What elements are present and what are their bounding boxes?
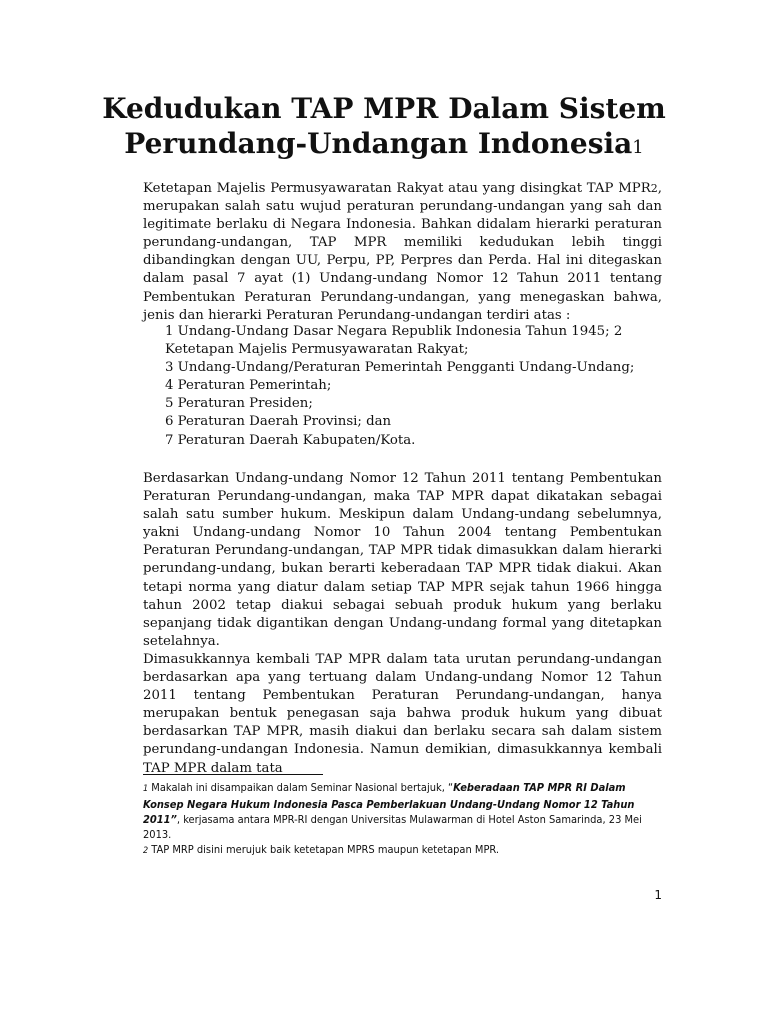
list-item: 5 Peraturan Presiden; (165, 396, 313, 412)
document-title-line1: Kedudukan TAP MPR Dalam Sistem (102, 92, 666, 125)
paragraph-1 (143, 180, 662, 325)
list-item: Ketetapan Majelis Permusyawaratan Rakyat; (165, 342, 469, 358)
paragraph-3: Dimasukkannya kembali TAP MPR dalam tata urutan perundang-undangan berdasarkan apa yang tertuang dalam Undang-undang Nomor 12 Tahun 2011 tentang Pembentukan Peraturan Perundang-undangan, hanya merupakan bentuk penegasan saja bahwa produk hukum yang dibuat berdasarkan TAP MPR, masih diakui dan berlaku secara sah dalam sistem perundang-undangan Indonesia. Namun demikian, dimasukkannya kembali TAP MPR dalam tata (143, 652, 662, 776)
footnote-divider (143, 774, 323, 775)
footnote-2-mark: 2 (143, 846, 149, 856)
list-item: 4 Peraturan Pemerintah; (165, 378, 332, 394)
paragraph-2: Berdasarkan Undang-undang Nomor 12 Tahun 2011 tentang Pembentukan Peraturan Perundang-undangan, maka TAP MPR dapat dikatakan sebagai salah satu sumber hukum. Meskipun dalam Undang-undang sebelumnya, yakni Undang-undang Nomor 10 Tahun 2004 tentang Pembentukan Peraturan Perundang-undangan, TAP MPR tidak dimasukkan dalam hierarki perundang-undang, bukan berarti keberadaan TAP MPR tidak diakui. Akan tetapi norma yang diatur dalam setiap TAP MPR sejak tahun 1966 hingga tahun 2002 tetap diakui sebagai sebuah produk hukum yang berlaku sepanjang tidak digantikan dengan Undang-undang formal yang ditetapkan setelahnya. (143, 471, 662, 649)
title-footnote-mark[interactable]: 1 (632, 137, 644, 158)
footnote-1 (143, 780, 665, 842)
hierarchy-list (165, 323, 665, 450)
title-text: Perundang-Undangan Indonesia (124, 127, 633, 160)
footnote-1-emphasis: Keberadaan TAP MPR RI Dalam Konsep Negara Hukum Indonesia Pasca Pemberlakuan Undang-Undang Nomor 12 Tahun 2011” (143, 781, 635, 826)
list-item: 3 Undang-Undang/Peraturan Pemerintah Pengganti Undang-Undang; (165, 360, 635, 376)
list-item: 1 Undang-Undang Dasar Negara Republik Indonesia Tahun 1945; 2 (165, 324, 623, 339)
paragraph-1-part2: , merupakan salah satu wujud peraturan perundang-undangan yang sah dan legitimate berlaku di Negara Indonesia. Bahkan didalam hierarki peraturan perundang-undangan, TAP MPR memiliki kedudukan lebih tinggi dibandingkan dengan UU, Perpu, PP, Perpres dan Perda. Hal ini ditegaskan dalam pasal 7 ayat (1) Undang-undang Nomor 12 Tahun 2011 tentang Pembentukan Peraturan Perundang-undangan, yang menegaskan bahwa, jenis dan hierarki Peraturan Perundang-undangan terdiri atas : (143, 181, 662, 323)
footnote-2-text: TAP MRP disini merujuk baik ketetapan MPRS maupun ketetapan MPR. (148, 843, 500, 856)
document-title-line2 (100, 127, 668, 165)
page-number: 1 (654, 888, 662, 902)
footnotes (143, 780, 665, 859)
paragraph-1-part1: Ketetapan Majelis Permusyawaratan Rakyat atau yang disingkat TAP MPR (143, 181, 651, 196)
footnote-2 (143, 842, 665, 859)
list-item: 6 Peraturan Daerah Provinsi; dan (165, 414, 392, 430)
paragraph-1-footnote-mark[interactable]: 2 (650, 182, 658, 195)
footnote-1-pre: Makalah ini disampaikan dalam Seminar Nasional bertajuk, “ (148, 781, 454, 794)
list-item: 7 Peraturan Daerah Kabupaten/Kota. (165, 432, 416, 448)
footnote-1-post: , kerjasama antara MPR-RI dengan Universitas Mulawarman di Hotel Aston Samarinda, 23 Mei 2013. (143, 813, 642, 841)
footnote-1-mark: 1 (143, 784, 149, 794)
